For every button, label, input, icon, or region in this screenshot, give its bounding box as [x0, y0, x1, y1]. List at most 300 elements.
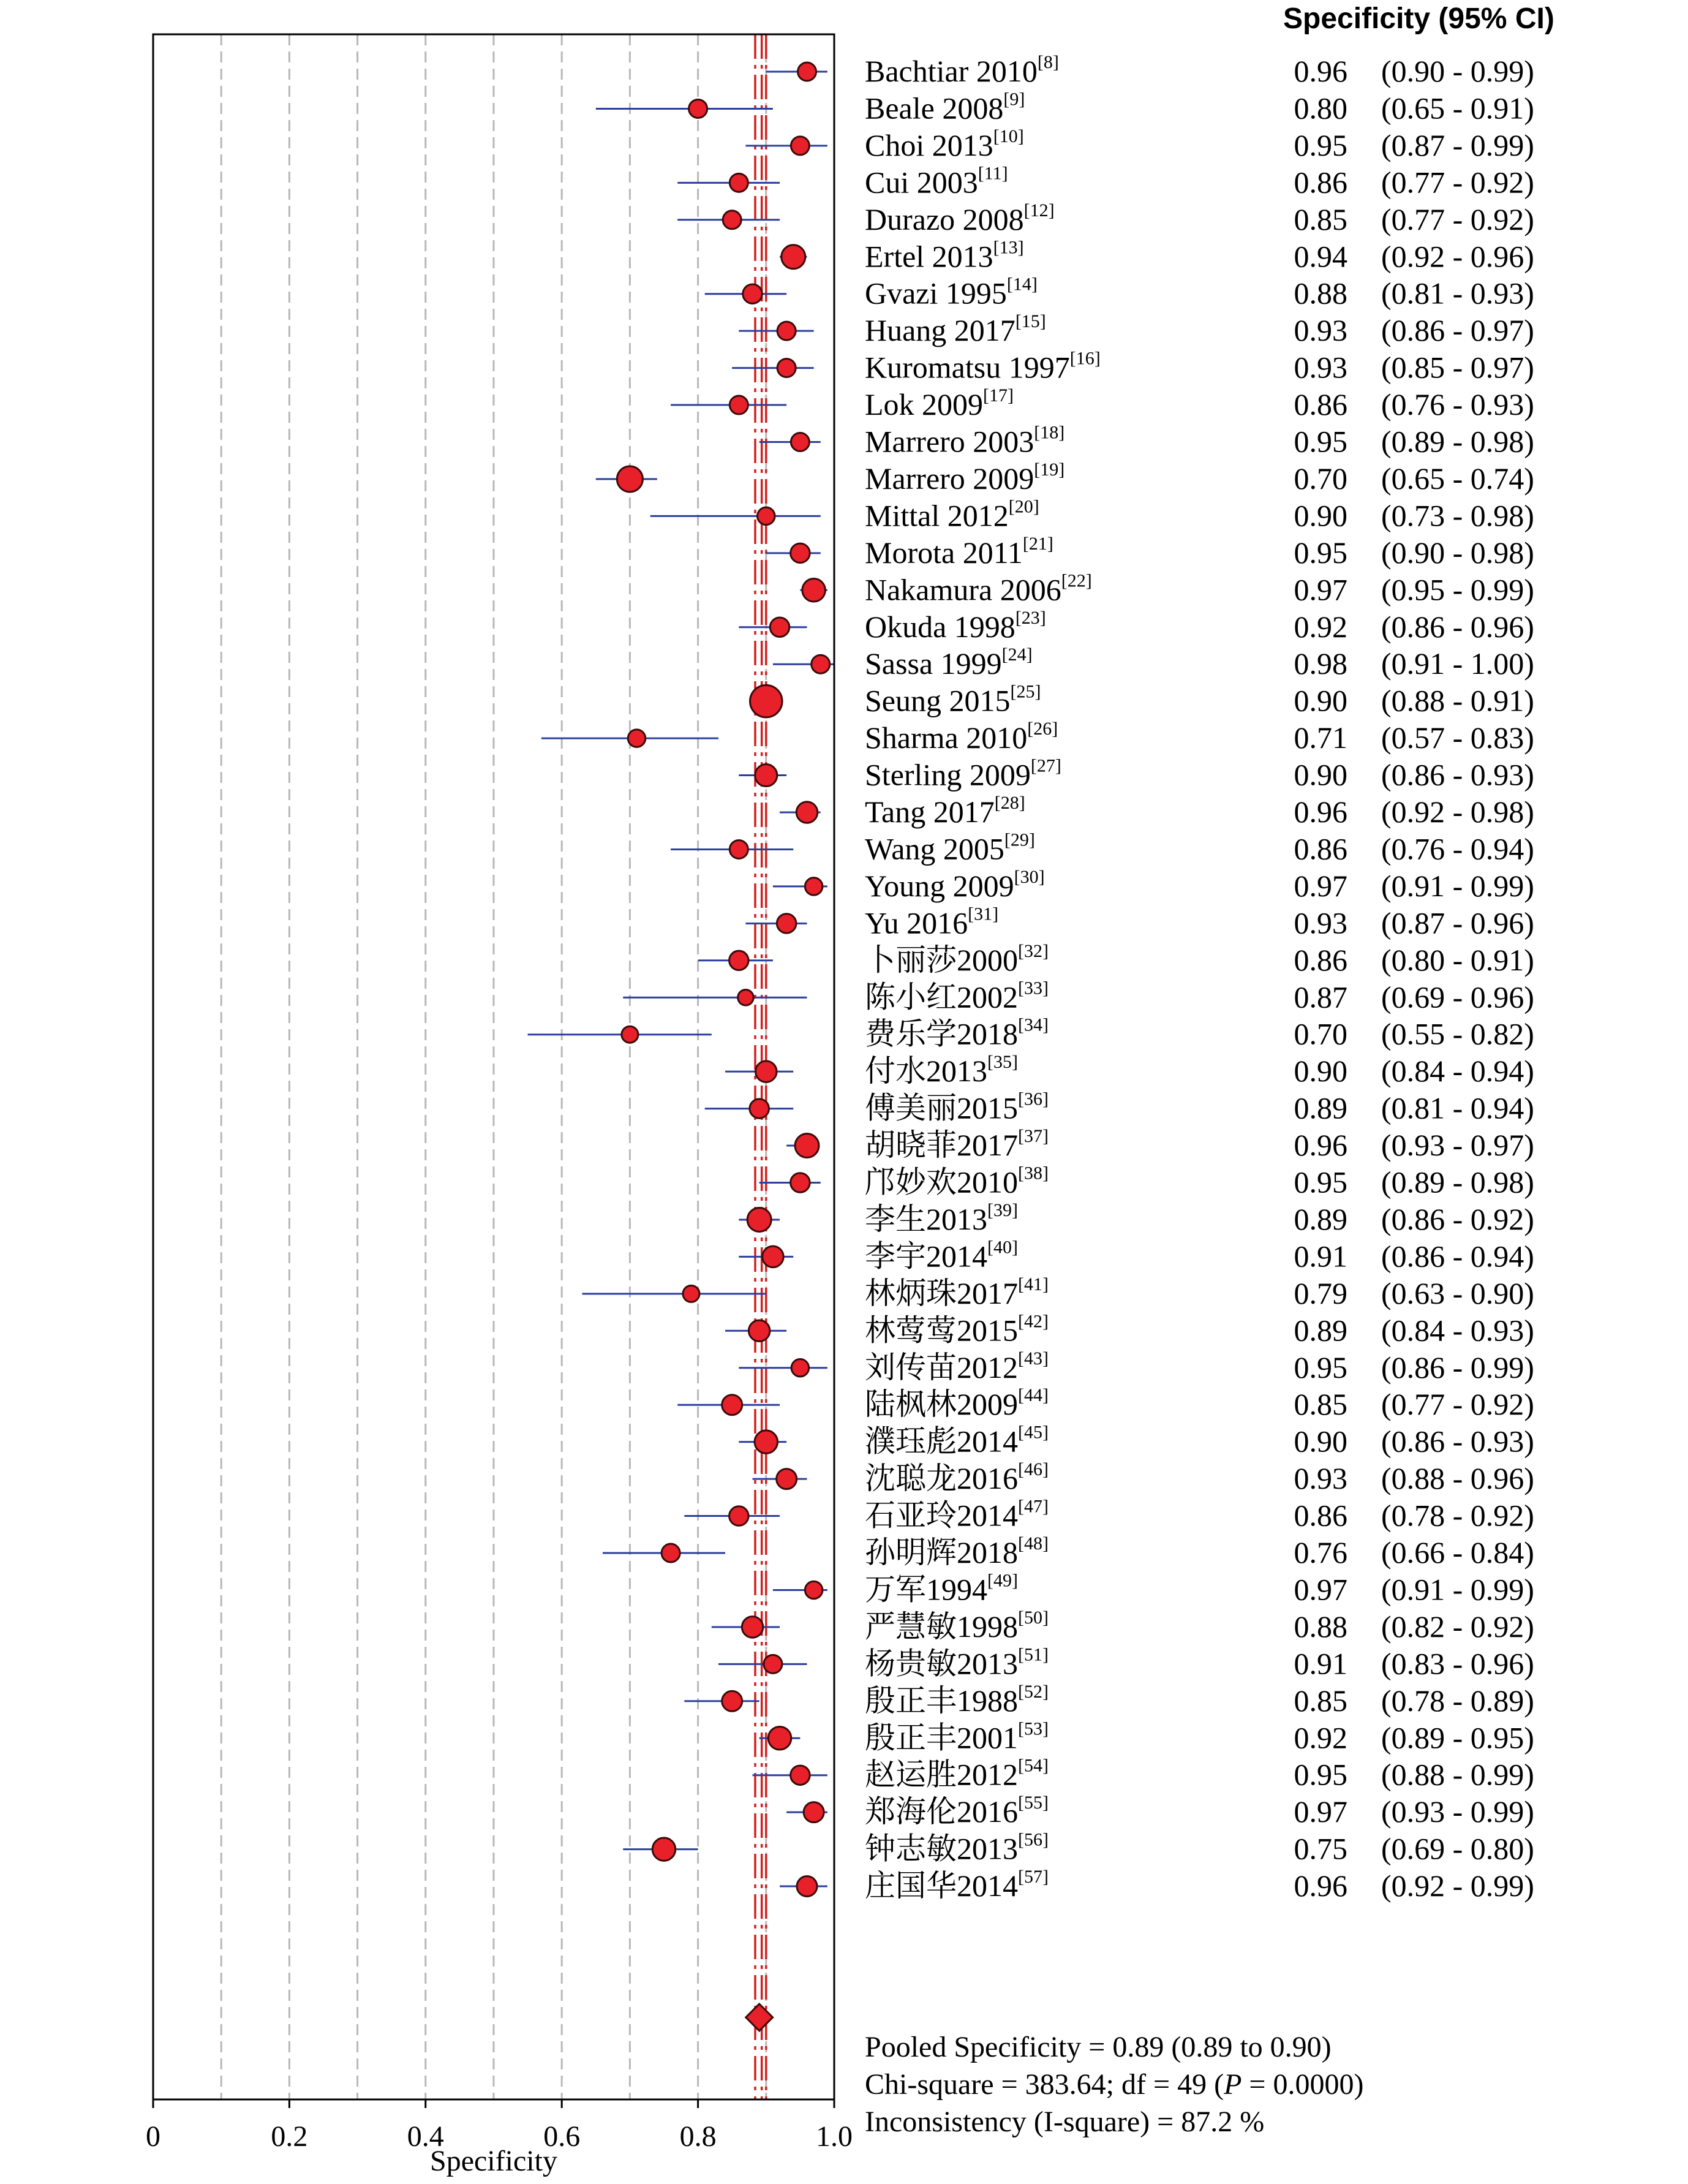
- study-estimate: 0.91: [1294, 1646, 1347, 1681]
- study-ci: (0.91 - 0.99): [1381, 1572, 1534, 1607]
- column-header: Specificity (95% CI): [1283, 2, 1554, 35]
- study-reference: [39]: [987, 1200, 1018, 1220]
- study-label: [865, 644, 1033, 681]
- study-name: Beale 2008: [865, 91, 1004, 126]
- study-ci: (0.86 - 0.97): [1381, 313, 1534, 348]
- study-estimate: 0.86: [1294, 387, 1347, 422]
- study-estimate: 0.92: [1294, 1720, 1347, 1755]
- study-name: 石亚玲2014: [865, 1498, 1018, 1533]
- study-name: 刘传苗2012: [865, 1350, 1018, 1385]
- study-label: [865, 1459, 1049, 1495]
- study-name: 李生2013: [865, 1201, 987, 1236]
- study-label: [865, 1274, 1049, 1310]
- study-marker: [722, 1395, 742, 1415]
- study-marker: [750, 685, 783, 717]
- study-reference: [35]: [987, 1052, 1018, 1073]
- study-ci: (0.92 - 0.96): [1381, 239, 1534, 274]
- study-estimate: 0.76: [1294, 1535, 1347, 1570]
- study-name: Marrero 2009: [865, 461, 1034, 496]
- study-label: [865, 1015, 1049, 1051]
- study-estimate: 0.90: [1294, 1424, 1347, 1459]
- study-label: [865, 311, 1046, 347]
- study-ci: (0.84 - 0.93): [1381, 1313, 1534, 1348]
- study-marker: [805, 1581, 823, 1599]
- study-name: 庄国华2014: [865, 1868, 1018, 1903]
- study-label: [865, 1830, 1049, 1866]
- study-marker: [768, 1727, 791, 1750]
- study-marker: [628, 730, 646, 747]
- study-estimate: 0.91: [1294, 1239, 1347, 1274]
- study-reference: [30]: [1014, 866, 1045, 887]
- study-marker: [742, 1617, 763, 1638]
- study-name: Wang 2005: [865, 831, 1004, 866]
- study-name: 卜丽莎2000: [865, 942, 1018, 977]
- study-label: [865, 89, 1025, 125]
- study-label: [865, 978, 1049, 1014]
- study-label: [865, 1682, 1049, 1718]
- study-estimate: 0.70: [1294, 461, 1347, 496]
- study-estimate: 0.89: [1294, 1201, 1347, 1236]
- study-reference: [44]: [1018, 1385, 1049, 1406]
- study-reference: [50]: [1018, 1607, 1049, 1628]
- study-reference: [28]: [994, 793, 1025, 813]
- study-label: [865, 1756, 1049, 1792]
- study-marker: [777, 914, 796, 934]
- study-name: 林炳珠2017: [865, 1275, 1018, 1310]
- study-ci: (0.73 - 0.98): [1381, 498, 1534, 533]
- study-ci: (0.91 - 0.99): [1381, 868, 1534, 903]
- x-axis-label: Specificity: [430, 2145, 557, 2177]
- study-label: [865, 570, 1092, 606]
- study-ci: (0.88 - 0.91): [1381, 683, 1534, 718]
- study-estimate: 0.93: [1294, 1461, 1347, 1496]
- study-estimate: 0.89: [1294, 1090, 1347, 1125]
- study-reference: [41]: [1018, 1274, 1049, 1294]
- study-label: [865, 1237, 1018, 1273]
- study-estimate: 0.92: [1294, 609, 1347, 644]
- study-marker: [791, 1359, 809, 1377]
- study-reference: [46]: [1018, 1459, 1049, 1480]
- study-values: [1294, 54, 1534, 1903]
- x-tick-label: 0.4: [407, 2120, 444, 2153]
- study-ci: (0.86 - 0.96): [1381, 609, 1534, 644]
- study-marker: [812, 655, 830, 673]
- study-label: [865, 867, 1045, 903]
- chi-suffix: = 0.0000): [1242, 2068, 1364, 2101]
- study-name: 赵运胜2012: [865, 1757, 1018, 1792]
- study-label: [865, 1311, 1049, 1347]
- study-estimate: 0.97: [1294, 1572, 1347, 1607]
- study-estimate: 0.86: [1294, 831, 1347, 866]
- study-name: Cui 2003: [865, 165, 978, 200]
- study-label: [865, 496, 1039, 532]
- study-label: [865, 126, 1024, 162]
- study-ci: (0.81 - 0.94): [1381, 1090, 1534, 1125]
- study-marker: [802, 579, 826, 602]
- study-estimate: 0.85: [1294, 1683, 1347, 1718]
- study-label: [865, 829, 1035, 866]
- study-label: [865, 423, 1064, 459]
- study-name: 沈聪龙2016: [865, 1461, 1018, 1496]
- study-reference: [45]: [1018, 1422, 1049, 1443]
- study-marker: [805, 878, 823, 896]
- study-label: [865, 349, 1101, 385]
- study-ci: (0.86 - 0.93): [1381, 757, 1534, 792]
- study-marker: [755, 1430, 778, 1454]
- study-ci: (0.87 - 0.96): [1381, 905, 1534, 940]
- study-estimate: 0.79: [1294, 1275, 1347, 1310]
- study-ci: (0.78 - 0.92): [1381, 1498, 1534, 1533]
- pooled-summary-text: Pooled Specificity = 0.89 (0.89 to 0.90): [865, 2031, 1332, 2063]
- x-tick-label: 1.0: [816, 2120, 853, 2153]
- study-ci: (0.65 - 0.74): [1381, 461, 1534, 496]
- study-estimate: 0.88: [1294, 276, 1347, 311]
- pooled-diamond: [746, 2004, 773, 2031]
- study-name: Ertel 2013: [865, 239, 993, 274]
- study-estimate: 0.70: [1294, 1016, 1347, 1051]
- study-name: Morota 2011: [865, 535, 1023, 570]
- study-estimate: 0.87: [1294, 980, 1347, 1015]
- study-reference: [9]: [1003, 89, 1025, 110]
- study-ci: (0.85 - 0.97): [1381, 350, 1534, 385]
- study-reference: [20]: [1008, 496, 1039, 517]
- summary-statistics: [865, 2031, 1363, 2138]
- study-name: Sharma 2010: [865, 720, 1028, 755]
- study-name: Kuromatsu 1997: [865, 350, 1070, 385]
- study-marker: [796, 802, 818, 823]
- study-name: 殷正丰1988: [865, 1683, 1018, 1718]
- study-reference: [42]: [1018, 1311, 1049, 1332]
- study-name: 胡晓菲2017: [865, 1128, 1018, 1163]
- study-ci: (0.81 - 0.93): [1381, 276, 1534, 311]
- study-estimate: 0.96: [1294, 1868, 1347, 1903]
- study-label: [865, 682, 1041, 718]
- study-label: [865, 52, 1059, 88]
- study-ci: (0.89 - 0.95): [1381, 1720, 1534, 1755]
- study-marker: [748, 1320, 770, 1342]
- study-ci: (0.69 - 0.80): [1381, 1831, 1534, 1866]
- study-markers: [617, 62, 829, 2031]
- study-marker: [795, 1134, 819, 1158]
- study-label: [865, 1718, 1049, 1755]
- study-label: [865, 1385, 1049, 1421]
- study-label: [865, 385, 1014, 421]
- study-name: Lok 2009: [865, 387, 984, 422]
- grid-lines: [221, 34, 766, 2099]
- study-name: 付水2013: [865, 1054, 987, 1089]
- study-estimate: 0.89: [1294, 1313, 1347, 1348]
- study-reference: [56]: [1018, 1829, 1049, 1850]
- study-reference: [19]: [1034, 459, 1065, 480]
- study-name: Sassa 1999: [865, 646, 1002, 681]
- study-marker: [689, 99, 707, 118]
- study-estimate: 0.94: [1294, 239, 1347, 274]
- study-estimate: 0.90: [1294, 757, 1347, 792]
- study-label: [865, 756, 1061, 792]
- study-ci: (0.89 - 0.98): [1381, 424, 1534, 459]
- study-marker: [791, 137, 809, 155]
- study-ci: (0.86 - 0.94): [1381, 1239, 1534, 1274]
- study-name: Bachtiar 2010: [865, 54, 1038, 88]
- study-estimate: 0.90: [1294, 683, 1347, 718]
- study-estimate: 0.93: [1294, 905, 1347, 940]
- study-estimate: 0.86: [1294, 165, 1347, 200]
- study-ci: (0.55 - 0.82): [1381, 1016, 1534, 1051]
- study-label: [865, 608, 1046, 644]
- study-ci: (0.84 - 0.94): [1381, 1054, 1534, 1089]
- study-ci: (0.88 - 0.99): [1381, 1757, 1534, 1792]
- study-reference: [54]: [1018, 1755, 1049, 1776]
- study-reference: [33]: [1018, 978, 1049, 999]
- study-ci: (0.78 - 0.89): [1381, 1683, 1534, 1718]
- study-reference: [53]: [1018, 1718, 1049, 1739]
- study-estimate: 0.75: [1294, 1831, 1347, 1866]
- study-marker: [782, 245, 805, 269]
- study-reference: [29]: [1004, 829, 1035, 850]
- study-marker: [743, 284, 763, 304]
- study-label: [865, 1423, 1049, 1459]
- study-estimate: 0.95: [1294, 1350, 1347, 1385]
- study-name: Young 2009: [865, 868, 1014, 903]
- study-ci: (0.63 - 0.90): [1381, 1275, 1534, 1310]
- study-ci: (0.76 - 0.94): [1381, 831, 1534, 866]
- study-marker: [770, 618, 789, 637]
- study-marker: [729, 173, 748, 192]
- study-marker: [777, 322, 796, 340]
- study-name: Gvazi 1995: [865, 276, 1007, 311]
- study-estimate: 0.95: [1294, 535, 1347, 570]
- study-estimate: 0.97: [1294, 868, 1347, 903]
- study-marker: [723, 211, 741, 229]
- study-marker: [617, 466, 642, 492]
- study-ci: (0.76 - 0.93): [1381, 387, 1534, 422]
- study-marker: [622, 1026, 638, 1043]
- study-label: [865, 1163, 1049, 1200]
- x-tick-label: 0.2: [271, 2120, 308, 2153]
- study-name: 陈小红2002: [865, 980, 1018, 1015]
- study-label: [865, 1533, 1049, 1570]
- study-label: [865, 1052, 1018, 1088]
- study-reference: [11]: [978, 163, 1008, 184]
- study-marker: [755, 765, 777, 787]
- study-name: 李宇2014: [865, 1239, 987, 1274]
- study-reference: [18]: [1034, 422, 1065, 443]
- study-estimate: 0.95: [1294, 424, 1347, 459]
- study-marker: [747, 1207, 771, 1231]
- study-marker: [777, 1469, 797, 1489]
- study-reference: [31]: [968, 904, 999, 924]
- study-ci: (0.77 - 0.92): [1381, 1387, 1534, 1422]
- study-reference: [32]: [1018, 940, 1049, 961]
- study-ci: (0.77 - 0.92): [1381, 165, 1534, 200]
- study-reference: [49]: [987, 1570, 1018, 1591]
- study-estimate: 0.90: [1294, 498, 1347, 533]
- study-reference: [13]: [993, 237, 1024, 258]
- study-ci: (0.83 - 0.96): [1381, 1646, 1534, 1681]
- study-label: [865, 904, 998, 940]
- study-reference: [48]: [1018, 1533, 1049, 1554]
- study-estimate: 0.86: [1294, 942, 1347, 977]
- x-tick-label: 0: [146, 2120, 160, 2153]
- study-marker: [729, 396, 748, 414]
- study-marker: [798, 62, 816, 81]
- study-estimate: 0.96: [1294, 54, 1347, 88]
- study-ci: (0.90 - 0.98): [1381, 535, 1534, 570]
- study-reference: [47]: [1018, 1496, 1049, 1517]
- study-reference: [21]: [1022, 533, 1053, 554]
- chi-prefix: Chi-square = 383.64; df = 49 (: [865, 2068, 1224, 2101]
- study-reference: [23]: [1015, 607, 1046, 628]
- study-reference: [52]: [1018, 1681, 1049, 1702]
- study-reference: [10]: [993, 126, 1024, 146]
- study-reference: [12]: [1023, 200, 1055, 221]
- study-name: 杨贵敏2013: [865, 1646, 1018, 1681]
- study-label: [865, 200, 1055, 236]
- study-name: 邝妙欢2010: [865, 1165, 1018, 1200]
- study-marker: [791, 1766, 810, 1785]
- study-name: 孙明辉2018: [865, 1535, 1018, 1570]
- study-reference: [51]: [1018, 1644, 1049, 1665]
- study-marker: [729, 840, 748, 858]
- study-estimate: 0.85: [1294, 202, 1347, 236]
- study-name: Mittal 2012: [865, 498, 1009, 533]
- study-label: [865, 534, 1053, 570]
- study-reference: [8]: [1037, 52, 1059, 72]
- study-estimate: 0.86: [1294, 1498, 1347, 1533]
- study-name: Tang 2017: [865, 795, 995, 829]
- study-reference: [26]: [1027, 719, 1058, 739]
- study-name: 郑海伦2016: [865, 1794, 1018, 1829]
- study-ci: (0.66 - 0.84): [1381, 1535, 1534, 1570]
- study-marker: [652, 1838, 676, 1861]
- study-name: 傅美丽2015: [865, 1090, 1018, 1125]
- study-ci: (0.92 - 0.99): [1381, 1868, 1534, 1903]
- study-ci: (0.77 - 0.92): [1381, 202, 1534, 236]
- chi-square-text: [865, 2068, 1363, 2101]
- study-ci: (0.86 - 0.99): [1381, 1350, 1534, 1385]
- study-reference: [15]: [1015, 311, 1046, 332]
- study-name: 万军1994: [865, 1572, 987, 1607]
- study-name: Choi 2013: [865, 127, 993, 162]
- study-name: 林莺莺2015: [865, 1313, 1018, 1348]
- study-name: 严慧敏1998: [865, 1609, 1018, 1644]
- study-marker: [661, 1544, 680, 1562]
- study-marker: [797, 1876, 817, 1897]
- study-reference: [24]: [1001, 644, 1033, 665]
- study-name: 钟志敏2013: [865, 1831, 1018, 1866]
- study-ci: (0.90 - 0.99): [1381, 54, 1534, 88]
- study-label: [865, 1126, 1049, 1162]
- study-ci: (0.82 - 0.92): [1381, 1609, 1534, 1644]
- study-marker: [738, 990, 754, 1006]
- study-estimate: 0.95: [1294, 127, 1347, 162]
- study-estimate: 0.90: [1294, 1054, 1347, 1089]
- study-ci: (0.86 - 0.93): [1381, 1424, 1534, 1459]
- study-marker: [791, 1173, 810, 1193]
- study-estimate: 0.97: [1294, 1794, 1347, 1829]
- study-marker: [756, 1061, 777, 1083]
- study-name: 濮珏彪2014: [865, 1424, 1018, 1459]
- study-label: [865, 719, 1058, 755]
- study-reference: [17]: [983, 385, 1014, 406]
- study-reference: [34]: [1018, 1015, 1049, 1035]
- study-marker: [777, 359, 796, 377]
- study-label: [865, 163, 1008, 199]
- study-label: [865, 1570, 1018, 1606]
- study-marker: [758, 507, 775, 525]
- study-estimate: 0.98: [1294, 646, 1347, 681]
- study-reference: [57]: [1018, 1867, 1049, 1887]
- study-reference: [40]: [987, 1237, 1018, 1258]
- study-reference: [55]: [1018, 1793, 1049, 1813]
- study-marker: [763, 1246, 784, 1268]
- study-label: [865, 1793, 1049, 1829]
- study-estimate: 0.97: [1294, 572, 1347, 607]
- confidence-intervals: [528, 72, 834, 1886]
- study-estimate: 0.96: [1294, 795, 1347, 829]
- study-marker: [750, 1099, 769, 1119]
- study-marker: [764, 1655, 782, 1673]
- study-ci: (0.65 - 0.91): [1381, 91, 1534, 126]
- study-name: 陆枫林2009: [865, 1387, 1018, 1422]
- study-ci: (0.87 - 0.99): [1381, 127, 1534, 162]
- study-reference: [22]: [1061, 570, 1092, 591]
- study-ci: (0.93 - 0.97): [1381, 1128, 1534, 1163]
- study-name: Seung 2015: [865, 683, 1011, 718]
- x-tick-label: 0.8: [679, 2120, 717, 2153]
- study-name: Marrero 2003: [865, 424, 1034, 459]
- study-marker: [683, 1285, 699, 1302]
- study-reference: [38]: [1018, 1163, 1049, 1184]
- study-estimate: 0.71: [1294, 720, 1347, 755]
- study-name: Nakamura 2006: [865, 572, 1061, 607]
- study-label: [865, 1608, 1049, 1644]
- study-ci: (0.57 - 0.83): [1381, 720, 1534, 755]
- study-name: 费乐学2018: [865, 1016, 1018, 1051]
- study-name: Okuda 1998: [865, 609, 1015, 644]
- study-estimate: 0.80: [1294, 91, 1347, 126]
- study-reference: [36]: [1018, 1089, 1049, 1109]
- study-label: [865, 1644, 1049, 1680]
- study-label: [865, 459, 1064, 496]
- study-ci: (0.91 - 1.00): [1381, 646, 1534, 681]
- study-marker: [791, 543, 810, 563]
- study-ci: (0.93 - 0.99): [1381, 1794, 1534, 1829]
- study-ci: (0.95 - 0.99): [1381, 572, 1534, 607]
- study-estimate: 0.93: [1294, 350, 1347, 385]
- inconsistency-text: Inconsistency (I-square) = 87.2 %: [865, 2106, 1265, 2138]
- chi-p-symbol: P: [1224, 2068, 1242, 2101]
- study-ci: (0.80 - 0.91): [1381, 942, 1534, 977]
- study-estimate: 0.85: [1294, 1387, 1347, 1422]
- study-label: [865, 1867, 1049, 1903]
- study-ci: (0.69 - 0.96): [1381, 980, 1534, 1015]
- study-labels: [865, 52, 1101, 1903]
- study-reference: [16]: [1069, 348, 1101, 369]
- study-reference: [43]: [1018, 1348, 1049, 1369]
- study-estimate: 0.93: [1294, 313, 1347, 348]
- study-marker: [722, 1691, 742, 1711]
- study-ci: (0.89 - 0.98): [1381, 1165, 1534, 1200]
- study-label: [865, 237, 1024, 273]
- study-name: 殷正丰2001: [865, 1720, 1018, 1755]
- study-reference: [25]: [1010, 681, 1041, 702]
- study-label: [865, 1089, 1049, 1125]
- study-marker: [791, 433, 809, 452]
- study-ci: (0.88 - 0.96): [1381, 1461, 1534, 1496]
- x-tick-label: 0.6: [543, 2120, 581, 2153]
- study-label: [865, 1497, 1049, 1533]
